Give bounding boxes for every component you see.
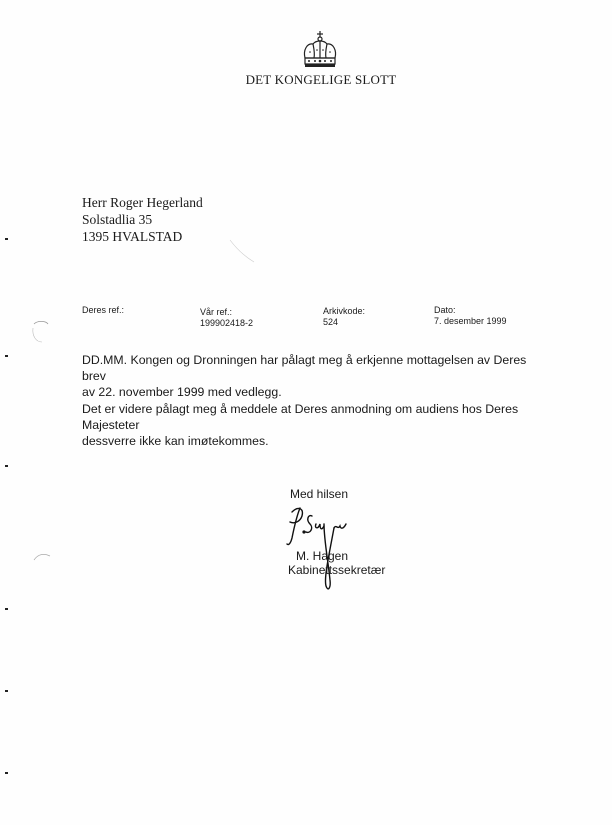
arkivkode: [323, 306, 365, 328]
scan-mark: [5, 465, 8, 467]
arkivkode-value: 524: [323, 317, 339, 327]
body-line: av 22. november 1999 med vedlegg.: [82, 385, 282, 399]
deres-ref: [82, 305, 124, 316]
dato: [434, 305, 507, 327]
letterhead-title: DET KONGELIGE SLOTT: [245, 72, 397, 87]
recipient-name: Herr Roger Hegerland: [82, 195, 203, 210]
crown-icon: [299, 30, 341, 68]
scan-smudge: [228, 238, 258, 266]
dato-value: 7. desember 1999: [434, 316, 507, 326]
recipient-address: [82, 194, 203, 245]
scan-mark: [5, 238, 8, 240]
signer-title: Kabinettssekretær: [288, 563, 386, 577]
scan-smudge: [32, 550, 54, 564]
body-line: Det er videre pålagt meg å meddele at Deres anmodning om audiens hos Deres Majesteter: [82, 402, 519, 432]
var-ref: [200, 307, 253, 329]
body-paragraph-2: [82, 401, 542, 449]
body-line: DD.MM. Kongen og Dronningen har pålagt meg å erkjenne mottagelsen av Deres brev: [82, 353, 527, 383]
var-ref-value: 199902418-2: [200, 318, 254, 328]
recipient-street: Solstadlia 35: [82, 212, 153, 227]
arkivkode-label: Arkivkode:: [323, 306, 366, 316]
body-paragraph-1: [82, 352, 542, 400]
closing-greeting: Med hilsen: [290, 487, 349, 501]
signer-block: [288, 549, 385, 577]
var-ref-label: Vår ref.:: [200, 307, 233, 317]
scan-mark: [5, 690, 8, 692]
scan-mark: [5, 608, 8, 610]
signer-name: M. Hagen: [296, 549, 349, 563]
deres-ref-label: Deres ref.:: [82, 305, 125, 315]
dato-label: Dato:: [434, 305, 456, 315]
recipient-postal: 1395 HVALSTAD: [82, 229, 183, 244]
handwritten-signature: [278, 500, 348, 596]
scan-smudge: [30, 318, 52, 346]
scan-mark: [5, 355, 8, 357]
body-line: dessverre ikke kan imøtekommes.: [82, 434, 269, 448]
scan-mark: [5, 772, 8, 774]
